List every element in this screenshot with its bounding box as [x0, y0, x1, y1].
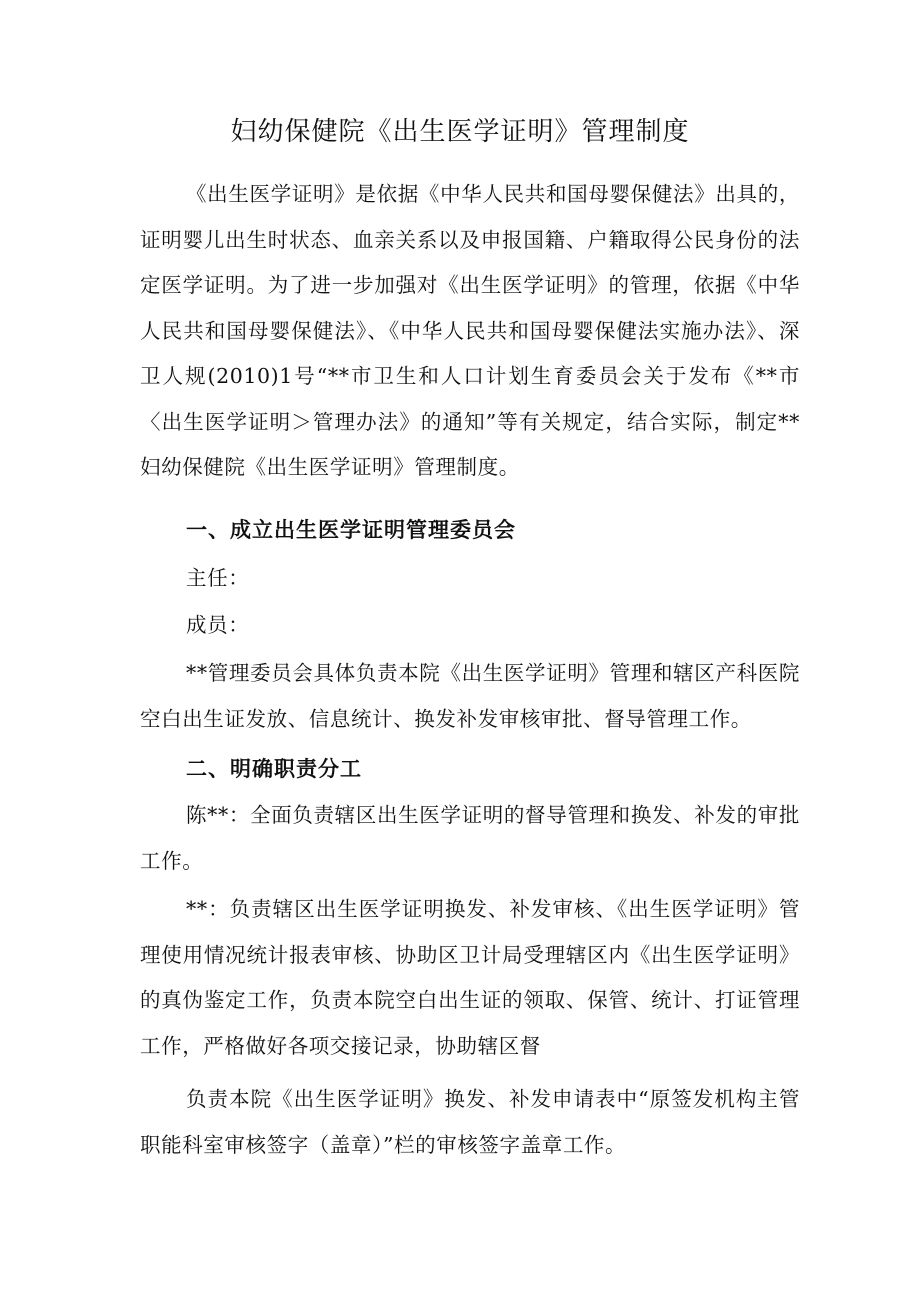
committee-duties-paragraph: **管理委员会具体负责本院《出生医学证明》管理和辖区产科医院空白出生证发放、信息统计、换发补发审核审批、督导管理工作。 — [140, 661, 800, 731]
intro-paragraph: 《出生医学证明》是依据《中华人民共和国母婴保健法》出具的，证明婴儿出生时状态、血亲关系以及申报国籍、户籍取得公民身份的法定医学证明。为了进一步加强对《出生医学证明》的管理，依据《中华人民共和国母婴保健法》、《中华人民共和国母婴保健法实施办法》、深卫人规(2010)1号“**市卫生和人口计划生育委员会关于发布《**市〈出生医学证明＞管理办法》的通知”等有关规定，结合实际，制定**妇幼保健院《出生医学证明》管理制度。 — [140, 182, 800, 479]
director-line: 主任： — [186, 566, 250, 590]
duty-second-paragraph: **：负责辖区出生医学证明换发、补发审核、《出生医学证明》管理使用情况统计报表审核、协助区卫计局受理辖区内《出生医学证明》的真伪鉴定工作，负责本院空白出生证的领取、保管、统计、打证管理工作，严格做好各项交接记录，协助辖区督 — [140, 897, 800, 1058]
members-line: 成员： — [186, 613, 250, 637]
section1-heading: 一、成立出生医学证明管理委员会 — [186, 518, 516, 542]
duty-chen-paragraph: 陈**：全面负责辖区出生医学证明的督导管理和换发、补发的审批工作。 — [140, 803, 800, 873]
section2-heading: 二、明确职责分工 — [186, 757, 362, 781]
document-title: 妇幼保健院《出生医学证明》管理制度 — [230, 117, 690, 147]
duty-third-paragraph: 负责本院《出生医学证明》换发、补发申请表中“原签发机构主管职能科室审核签字（盖章）”栏的审核签字盖章工作。 — [140, 1087, 800, 1157]
